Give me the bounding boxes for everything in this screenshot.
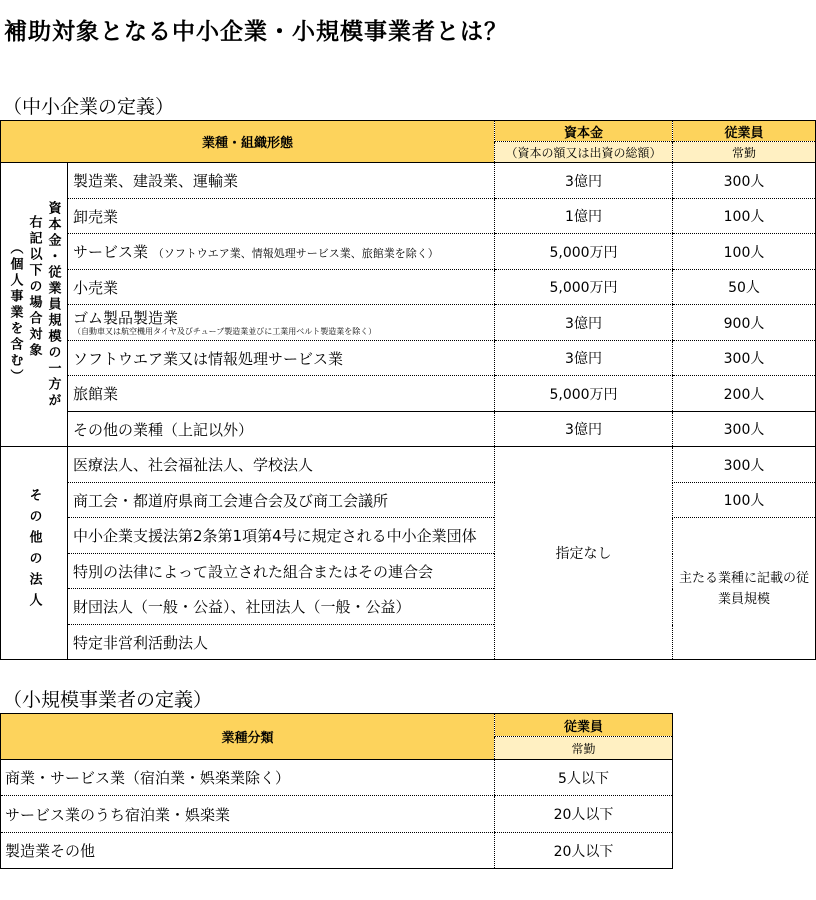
employees-cell: 300人: [673, 447, 816, 483]
employees-cell: 300人: [673, 163, 816, 199]
industry-cell: その他の業種（上記以外）: [68, 412, 495, 447]
header-employees: 従業員: [495, 714, 673, 737]
header-employees: 従業員: [673, 121, 816, 142]
industry-cell: 特定非営利活動法人: [68, 625, 495, 660]
employees-cell: 200人: [673, 376, 816, 412]
industry-name: サービス業: [73, 243, 149, 261]
employees-cell: 20人以下: [495, 796, 673, 833]
employees-cell: 20人以下: [495, 833, 673, 869]
category-cell: サービス業のうち宿泊業・娯楽業: [1, 796, 495, 833]
table-row: [1, 270, 816, 305]
sme-header-row: [1, 121, 816, 142]
header-industry: 業種・組織形態: [1, 121, 495, 163]
capital-cell: 3億円: [495, 163, 673, 199]
employees-cell: 100人: [673, 234, 816, 270]
group1-label-col1: 資本金・従業員規模の一方が: [45, 200, 61, 409]
table-row: [1, 483, 816, 518]
industry-cell: 財団法人（一般・公益）、社団法人（一般・公益）: [68, 589, 495, 625]
capital-cell: 5,000万円: [495, 270, 673, 305]
header-category: 業種分類: [1, 714, 495, 760]
table-row: [1, 305, 816, 341]
group2-label: [1, 447, 68, 660]
category-cell: 製造業その他: [5, 842, 96, 860]
industry-cell: 商工会・都道府県商工会連合会及び商工会議所: [68, 483, 495, 518]
table-row: [1, 760, 673, 796]
sme-section-title: （中小企業の定義）: [3, 96, 175, 118]
industry-note: （自動車又は航空機用タイヤ及びチューブ製造業並びに工業用ベルト製造業を除く）: [73, 326, 377, 336]
industry-note: （ソフトウエア業、情報処理サービス業、旅館業を除く）: [152, 247, 439, 260]
employees-cell: 50人: [673, 270, 816, 305]
other-employees-cell: [673, 518, 816, 660]
group1-label-col3: （個人事業を含む）: [7, 240, 23, 385]
category-cell: 商業・サービス業（宿泊業・娯楽業除く）: [1, 760, 495, 796]
other-capital-cell: 指定なし: [495, 447, 673, 660]
table-row: [1, 163, 816, 199]
table-row: [1, 796, 673, 833]
header-capital: 資本金: [495, 121, 673, 142]
header-employees-sub: 常勤: [673, 142, 816, 163]
employees-cell: 5人以下: [495, 760, 673, 796]
page-title: 補助対象となる中小企業・小規模事業者とは？: [4, 19, 508, 45]
industry-cell: 製造業、建設業、運輸業: [68, 163, 495, 199]
employees-cell: 100人: [673, 199, 816, 234]
capital-cell: 3億円: [495, 341, 673, 376]
industry-cell: [68, 305, 495, 341]
employees-cell: 300人: [673, 412, 816, 447]
table-row: [1, 376, 816, 412]
industry-name: ゴム製品製造業: [73, 308, 179, 327]
other-employees-note: 主たる業種に記載の従業員規模: [679, 570, 810, 607]
header-capital-sub: （資本の額又は出資の総額）: [495, 142, 673, 163]
table-row: [1, 833, 673, 869]
employees-cell: 300人: [673, 341, 816, 376]
capital-cell: 1億円: [495, 199, 673, 234]
small-business-table: [0, 713, 673, 869]
industry-cell: 中小企業支援法第2条第1項第4号に規定される中小企業団体: [68, 518, 495, 554]
industry-cell: [68, 234, 495, 270]
employees-cell: 100人: [673, 483, 816, 518]
industry-cell: 医療法人、社会福祉法人、学校法人: [68, 447, 495, 483]
group1-label: [1, 163, 68, 447]
sme-definition-table: [0, 120, 816, 660]
group2-label-text: その他の法人: [26, 488, 42, 614]
table-row: [1, 447, 816, 483]
employees-cell: 900人: [673, 305, 816, 341]
table-row: [1, 518, 816, 554]
industry-cell: 旅館業: [68, 376, 495, 412]
industry-cell: 特別の法律によって設立された組合またはその連合会: [68, 554, 495, 589]
capital-cell: 5,000万円: [495, 234, 673, 270]
capital-cell: 3億円: [495, 305, 673, 341]
capital-cell: 5,000万円: [495, 376, 673, 412]
header-employees-sub: 常勤: [495, 737, 673, 760]
industry-cell: ソフトウエア業又は情報処理サービス業: [68, 341, 495, 376]
small-header-row: [1, 714, 673, 737]
capital-cell: 3億円: [495, 412, 673, 447]
table-row: [1, 412, 816, 447]
table-row: [1, 341, 816, 376]
group1-label-col2: 右記以下の場合対象: [26, 214, 42, 359]
table-row: [1, 234, 816, 270]
table-row: [1, 199, 816, 234]
small-section-title: （小規模事業者の定義）: [3, 689, 213, 711]
industry-cell: 小売業: [68, 270, 495, 305]
industry-cell: 卸売業: [68, 199, 495, 234]
